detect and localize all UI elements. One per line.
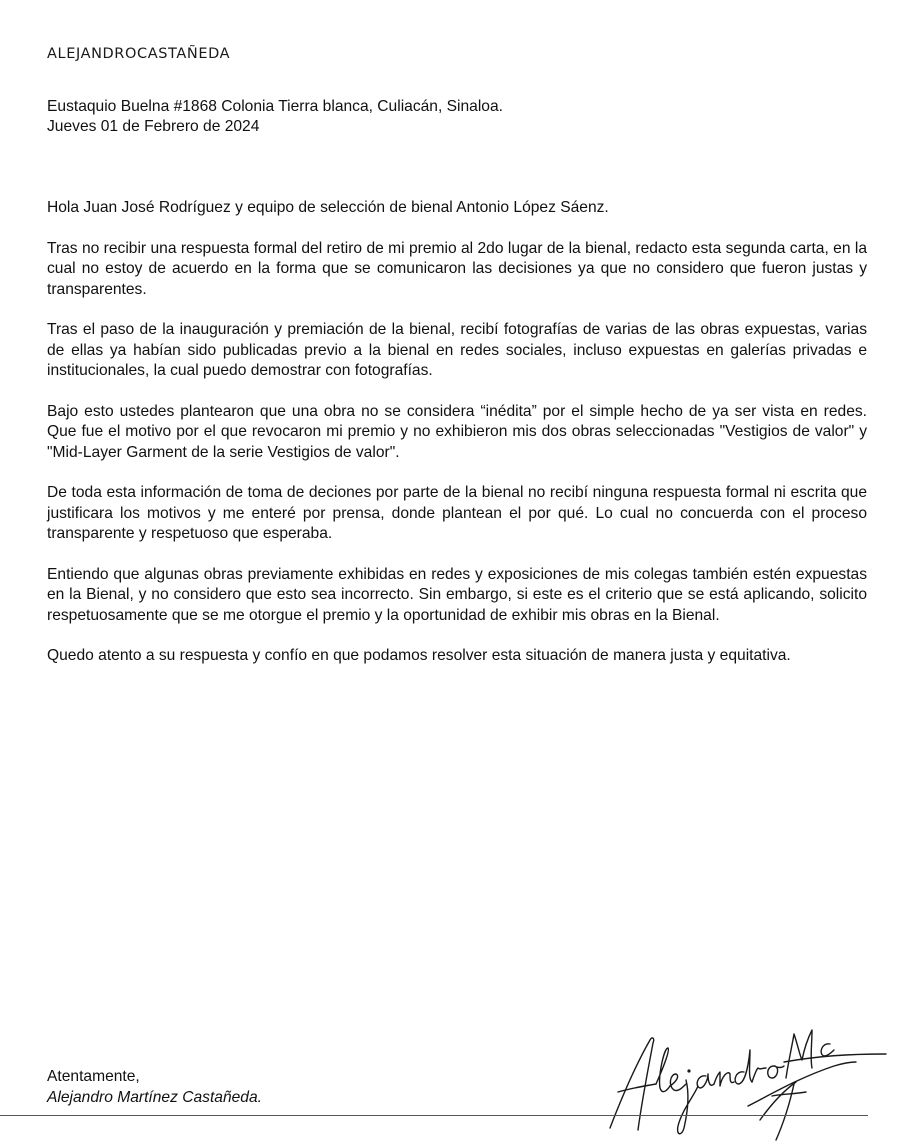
paragraph-2: Tras el paso de la inauguración y premiación de la bienal, recibí fotografías de varias de las obras expuestas, varias de ellas ya habían sido publicadas previo a la bienal en redes sociales, incluso expuestas en galerías privadas e institucionales, la cual puedo demostrar con fotografías. [47,321,867,379]
sender-header [47,97,503,137]
signature-line [0,1115,868,1116]
letter-date: Jueves 01 de Febrero de 2024 [47,118,260,135]
sender-address: Eustaquio Buelna #1868 Colonia Tierra blanca, Culiacán, Sinaloa. [47,98,503,115]
paragraph-3: Bajo esto ustedes plantearon que una obra no se considera “inédita” por el simple hecho de ya ser vista en redes. Que fue el motivo por el que revocaron mi premio y no exhibieron mis dos obras seleccionadas "Vestigios de valor" y "Mid-Layer Garment de la serie Vestigios de valor". [47,402,867,461]
letter-body [47,198,867,687]
letterhead-name: ALEJANDROCASTAÑEDA [47,46,231,62]
paragraph-1: Tras no recibir una respuesta formal del retiro de mi premio al 2do lugar de la bienal, redacto esta segunda carta, en la cual no estoy de acuerdo en la forma que se comunicaron las decisiones ya que no considero que fueron justas y transparentes. [47,239,867,298]
paragraph-5: Entiendo que algunas obras previamente exhibidas en redes y exposiciones de mis colegas también estén expuestas en la Bienal, y no considero que esto sea incorrecto. Sin embargo, si este es el criterio que se está aplicando, solicito respetuosamente que se me otorgue el premio y la oportunidad de exhibir mis obras en la Bienal. [47,565,867,624]
closing-block [47,1067,262,1108]
closing-salutation: Atentamente, [47,1068,140,1085]
paragraph-4: De toda esta información de toma de deciones por parte de la bienal no recibí ninguna respuesta formal ni escrita que justificara los motivos y me enteré por prensa, donde plantean el por qué. Lo cual no concuerda con el proceso transparente y respetuoso que esperaba. [47,484,867,542]
handwritten-signature [598,1010,888,1145]
final-paragraph: Quedo atento a su respuesta y confío en que podamos resolver esta situación de manera justa y equitativa. [47,647,791,664]
signer-name: Alejandro Martínez Castañeda. [47,1088,262,1106]
greeting: Hola Juan José Rodríguez y equipo de selección de bienal Antonio López Sáenz. [47,199,609,216]
